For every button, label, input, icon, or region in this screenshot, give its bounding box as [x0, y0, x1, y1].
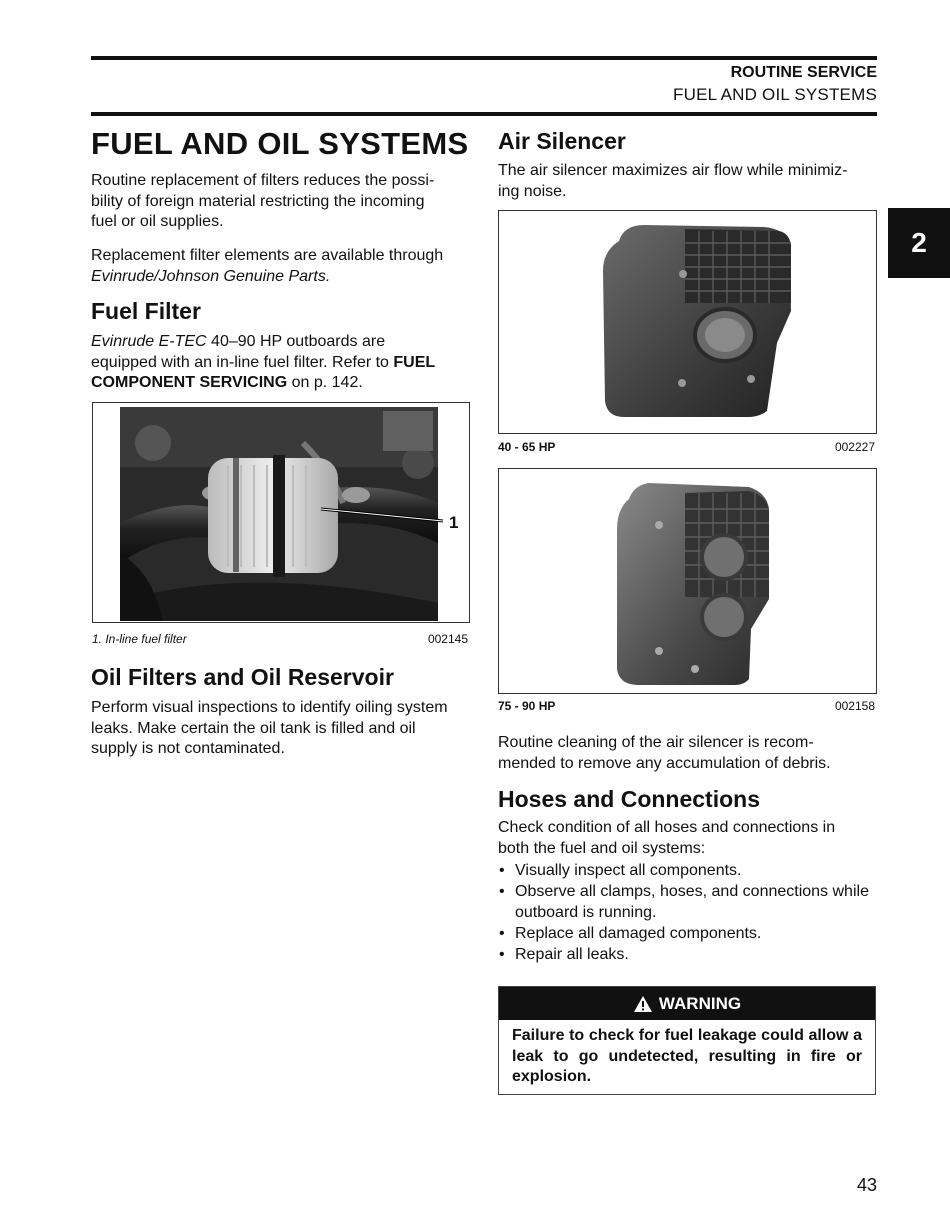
figure-id: 002158	[834, 699, 875, 713]
parts-line: Replacement filter elements are available through	[91, 247, 444, 264]
cleaning-line: Routine cleaning of the air silencer is recom-	[498, 734, 814, 751]
air-silencer-photo-2	[499, 469, 876, 693]
hoses-line: Check condition of all hoses and connections in	[498, 819, 836, 836]
reference-link: FUEL	[393, 353, 436, 371]
figure-caption: 40 - 65 HP	[498, 440, 556, 454]
fuel-filter-heading: Fuel Filter	[91, 298, 201, 324]
hoses-line: both the fuel and oil systems:	[498, 839, 706, 857]
callout-number: 1	[449, 513, 459, 532]
cleaning-paragraph	[498, 733, 878, 774]
air-silencer-paragraph	[498, 161, 878, 202]
fuel-filter-photo	[93, 403, 469, 622]
air-line: The air silencer maximizes air flow while minimiz-	[498, 162, 848, 179]
air-line: ing noise.	[498, 182, 567, 200]
oil-line: Perform visual inspections to identify oiling system	[91, 699, 448, 716]
warning-box	[498, 986, 876, 1095]
fuel-filter-text: on p. 142.	[287, 374, 363, 391]
header-rule-bottom	[91, 112, 877, 116]
cleaning-line: mended to remove any accumulation of debris.	[498, 754, 831, 772]
warning-triangle-icon	[633, 995, 653, 1013]
header-rule-top	[91, 56, 877, 60]
figure-id: 002145	[427, 632, 468, 646]
air-silencer-figure-1	[498, 210, 877, 434]
warning-header	[499, 987, 875, 1020]
figure-id: 002227	[834, 440, 875, 454]
fuel-filter-figure	[92, 402, 470, 623]
intro-paragraph	[91, 171, 471, 233]
air-silencer-photo-1	[499, 211, 876, 433]
section-title: ROUTINE SERVICE	[730, 64, 877, 81]
inspection-list	[498, 860, 878, 965]
list-item: • Repair all leaks.	[498, 944, 878, 965]
parts-source: Evinrude/Johnson Genuine Parts.	[91, 267, 331, 285]
parts-paragraph	[91, 246, 471, 287]
product-name: Evinrude E-TEC	[91, 333, 207, 350]
hoses-paragraph	[498, 818, 878, 859]
figure-caption: 75 - 90 HP	[498, 699, 556, 713]
page-number: 43	[856, 1175, 877, 1195]
intro-line: fuel or oil supplies.	[91, 213, 224, 230]
air-silencer-heading: Air Silencer	[498, 128, 626, 154]
oil-heading: Oil Filters and Oil Reservoir	[91, 664, 394, 690]
subsection-title: FUEL AND OIL SYSTEMS	[673, 85, 877, 104]
fuel-filter-paragraph	[91, 332, 471, 394]
oil-line: supply is not contaminated.	[91, 740, 285, 757]
hoses-heading: Hoses and Connections	[498, 786, 760, 812]
warning-text: Failure to check for fuel leakage could allow a leak to go undetected, resulting in fire or explosion.	[512, 1027, 862, 1085]
figure-caption: 1. In-line fuel filter	[92, 632, 187, 646]
oil-paragraph	[91, 698, 471, 760]
fuel-filter-text: equipped with an in-line fuel filter. Refer to	[91, 353, 394, 371]
fuel-filter-text: 40–90 HP outboards are	[206, 333, 386, 350]
intro-line: Routine replacement of filters reduces the possi-	[91, 172, 435, 189]
oil-line: leaks. Make certain the oil tank is filled and oil	[91, 719, 416, 737]
list-item: • Visually inspect all components.	[498, 860, 878, 881]
warning-label: WARNING	[658, 993, 742, 1013]
reference-link: COMPONENT SERVICING	[91, 374, 288, 391]
list-item: • Observe all clamps, hoses, and connections while outboard is running.	[498, 881, 878, 923]
page-title: FUEL AND OIL SYSTEMS	[91, 126, 469, 161]
intro-line: bility of foreign material restricting the incoming	[91, 192, 425, 210]
air-silencer-figure-2	[498, 468, 877, 694]
chapter-tab: 2	[888, 208, 950, 278]
list-item: • Replace all damaged components.	[498, 923, 878, 944]
